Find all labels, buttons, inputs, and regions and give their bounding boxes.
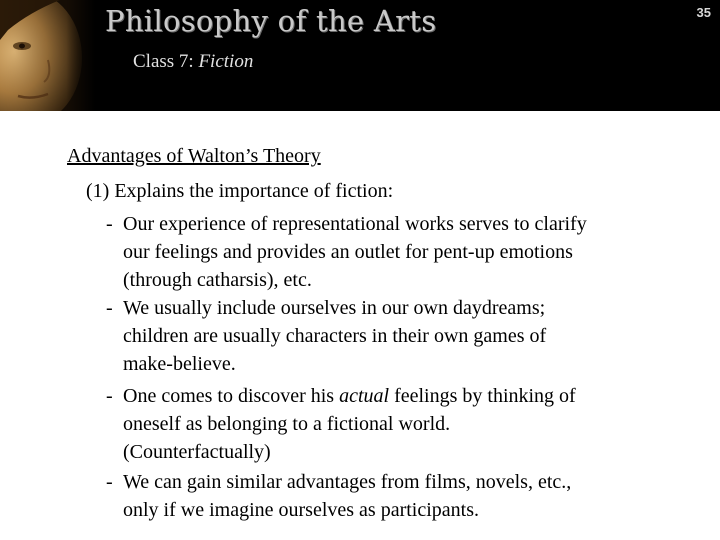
class-label: Class 7: — [133, 51, 194, 72]
subpoint: - We usually include ourselves in our own daydreams; children are usually characters in their own games of make-believe. — [106, 297, 547, 375]
section-heading: Advantages of Walton’s Theory — [67, 145, 321, 167]
point-title: (1) Explains the importance of fiction: — [86, 180, 394, 202]
slide-number: 35 — [696, 5, 711, 20]
course-title: Philosophy of the Arts — [105, 4, 437, 38]
emphasis-actual: actual — [339, 385, 390, 407]
subpoint: - We can gain similar advantages from films, novels, etc., only if we imagine ourselves as participants. — [106, 471, 572, 521]
class-topic: Fiction — [198, 51, 254, 72]
subpoint: - Our experience of representational works serves to clarify our feelings and provides an outlet for pent-up emotions (through catharsis), etc. — [106, 213, 587, 291]
subpoint: - One comes to discover his actual feelings by thinking of oneself as belonging to a fictional world. (Counterfactually) — [106, 385, 576, 463]
